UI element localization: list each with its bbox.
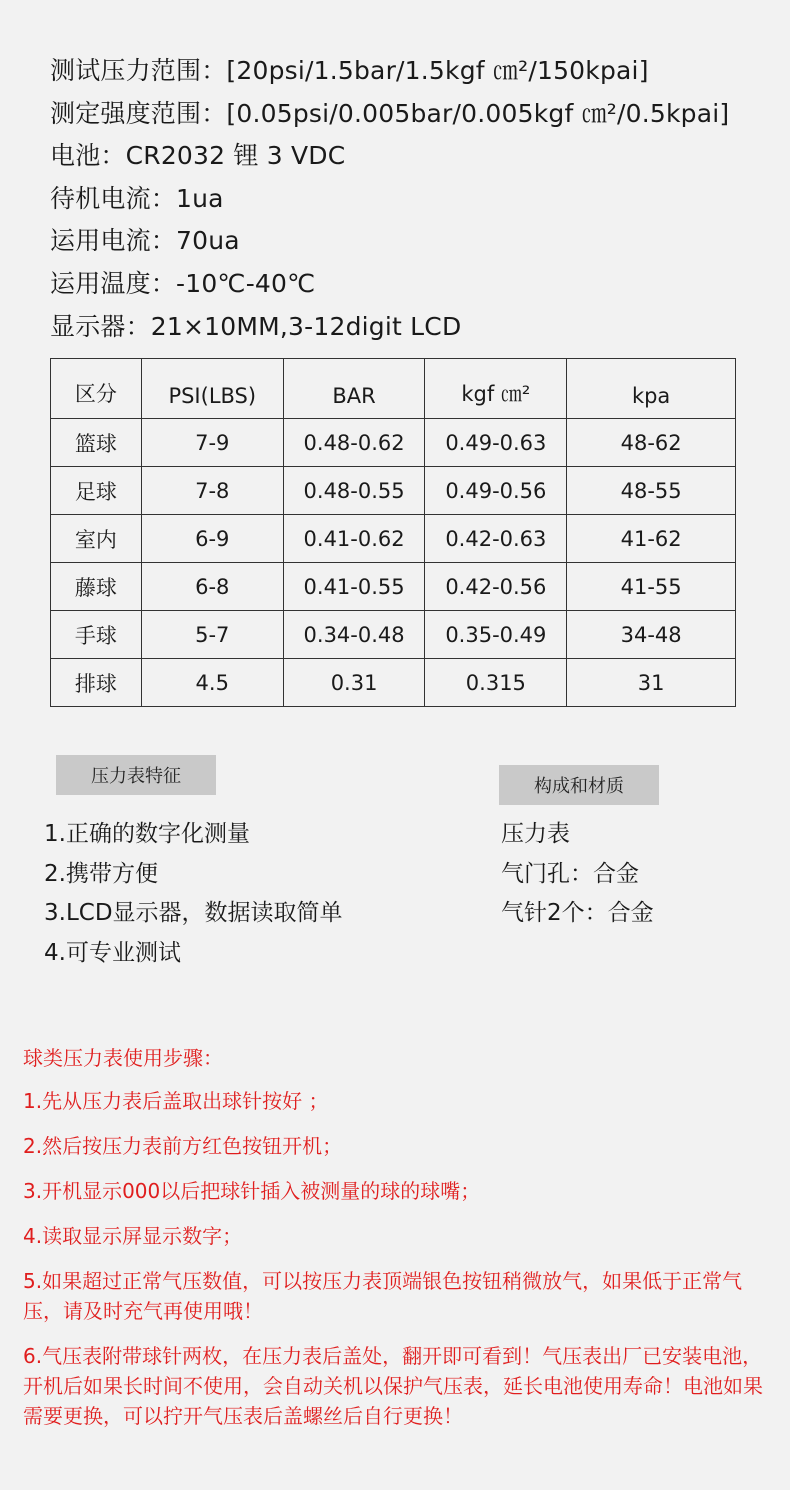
header-kpa: kpa [567,359,736,419]
spec-measure-range: 测定强度范围：[0.05psi/0.005bar/0.005kgf ㎝²/0.5kpai] [50,98,730,128]
table-cell: 5-7 [141,611,283,659]
table-cell: 0.49-0.56 [425,467,567,515]
table-header-row [51,359,736,419]
table-cell: 41-55 [567,563,736,611]
header-kgf: kgf ㎝² [425,359,567,419]
pressure-table [50,358,736,707]
table-row [51,659,736,707]
list-item: 气门孔：合金 [501,860,639,887]
step-item: 1.先从压力表后盖取出球针按好 ； [23,1089,329,1113]
table-cell: 0.34-0.48 [283,611,425,659]
spec-standby-current: 待机电流：1ua [50,183,224,213]
steps-title: 球类压力表使用步骤： [23,1046,223,1070]
table-cell: 34-48 [567,611,736,659]
list-item: 压力表 [501,821,570,847]
header-bar: BAR [283,359,425,419]
list-item: 1.正确的数字化测量 [44,821,250,847]
table-row [51,563,736,611]
table-cell: 0.48-0.62 [283,419,425,467]
spec-operating-temp: 运用温度：-10℃-40℃ [50,268,316,298]
table-cell: 足球 [51,467,142,515]
spec-display: 显示器：21×10MM,3-12digit LCD [50,311,462,341]
table-cell: 室内 [51,515,142,563]
table-cell: 0.31 [283,659,425,707]
table-row [51,419,736,467]
list-item: 3.LCD显示器，数据读取简单 [44,900,343,926]
spec-operating-current: 运用电流：70ua [50,226,240,256]
table-cell: 0.42-0.56 [425,563,567,611]
table-cell: 0.41-0.55 [283,563,425,611]
table-cell: 藤球 [51,563,142,611]
features-label: 压力表特征 [56,755,216,795]
usage-steps [23,1040,773,1446]
table-cell: 0.49-0.63 [425,419,567,467]
step-item: 5.如果超过正常气压数值，可以按压力表顶端银色按钮稍微放气，如果低于正常气压，请及时充气再使用哦！ [23,1269,743,1323]
table-cell: 0.35-0.49 [425,611,567,659]
table-cell: 手球 [51,611,142,659]
materials-label: 构成和材质 [499,765,659,805]
header-category: 区分 [51,359,142,419]
table-cell: 0.315 [425,659,567,707]
table-cell: 4.5 [141,659,283,707]
spec-list [50,50,729,348]
table-cell: 31 [567,659,736,707]
table-cell: 排球 [51,659,142,707]
table-cell: 7-8 [141,467,283,515]
spec-battery: 电池：CR2032 锂 3 VDC [50,141,346,171]
table-row [51,515,736,563]
step-item: 4.读取显示屏显示数字； [23,1224,243,1248]
list-item: 气针2个：合金 [501,900,654,926]
table-cell: 48-55 [567,467,736,515]
table-cell: 篮球 [51,419,142,467]
step-item: 2.然后按压力表前方红色按钮开机； [23,1134,343,1158]
table-cell: 41-62 [567,515,736,563]
step-item: 6.气压表附带球针两枚，在压力表后盖处，翻开即可看到！气压表出厂已安装电池，开机后如果长时间不使用，会自动关机以保护气压表，延长电池使用寿命！电池如果需要更换，可以拧开气压表后盖螺丝后自行更换！ [23,1344,763,1428]
table-cell: 0.41-0.62 [283,515,425,563]
table-cell: 48-62 [567,419,736,467]
table-row [51,611,736,659]
table-cell: 6-9 [141,515,283,563]
header-psi: PSI(LBS) [141,359,283,419]
table-cell: 6-8 [141,563,283,611]
table-cell: 7-9 [141,419,283,467]
step-item: 3.开机显示000以后把球针插入被测量的球的球嘴； [23,1179,481,1203]
table-row [51,467,736,515]
materials-list [501,815,654,934]
features-list [44,815,343,973]
spec-test-range: 测试压力范围：[20psi/1.5bar/1.5kgf ㎝²/150kpai] [50,56,649,85]
table-cell: 0.42-0.63 [425,515,567,563]
table-cell: 0.48-0.55 [283,467,425,515]
list-item: 4.可专业测试 [44,939,181,966]
list-item: 2.携带方便 [44,860,158,887]
